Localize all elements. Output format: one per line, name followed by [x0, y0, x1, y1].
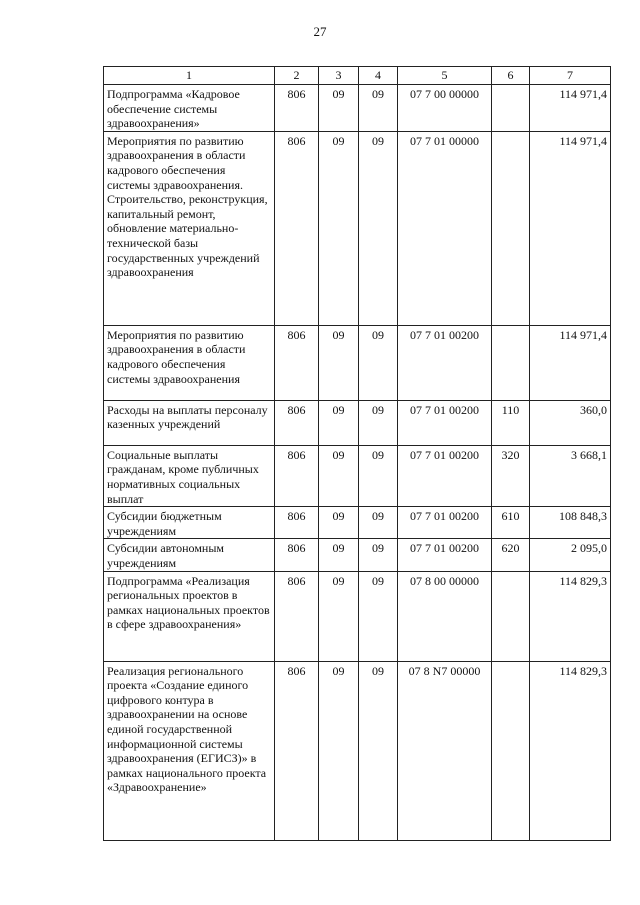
row-csr: 07 8 00 00000: [398, 571, 492, 661]
table-row: [104, 445, 611, 506]
row-vr: [492, 661, 530, 840]
row-pr: 09: [359, 571, 398, 661]
row-ved: 806: [275, 539, 319, 571]
row-pr: 09: [359, 539, 398, 571]
column-header: 2: [275, 67, 319, 85]
table-row: [104, 507, 611, 539]
row-sum: 114 829,3: [530, 571, 611, 661]
column-header: 5: [398, 67, 492, 85]
row-vr: 110: [492, 400, 530, 445]
column-header: 3: [319, 67, 359, 85]
column-header: 4: [359, 67, 398, 85]
row-vr: [492, 571, 530, 661]
row-ved: 806: [275, 325, 319, 400]
row-rz: 09: [319, 507, 359, 539]
row-pr: 09: [359, 445, 398, 506]
row-csr: 07 7 00 00000: [398, 85, 492, 132]
row-vr: 320: [492, 445, 530, 506]
row-sum: 114 971,4: [530, 131, 611, 325]
row-ved: 806: [275, 445, 319, 506]
row-ved: 806: [275, 661, 319, 840]
row-ved: 806: [275, 400, 319, 445]
row-pr: 09: [359, 400, 398, 445]
row-sum: 2 095,0: [530, 539, 611, 571]
row-sum: 108 848,3: [530, 507, 611, 539]
row-rz: 09: [319, 661, 359, 840]
row-vr: 620: [492, 539, 530, 571]
column-header: 1: [104, 67, 275, 85]
table-row: [104, 131, 611, 325]
table-row: [104, 400, 611, 445]
row-csr: 07 7 01 00200: [398, 539, 492, 571]
table-row: [104, 539, 611, 571]
row-name: Социальные выплаты гражданам, кроме публичных нормативных социальных выплат: [104, 445, 275, 506]
row-sum: 3 668,1: [530, 445, 611, 506]
row-rz: 09: [319, 445, 359, 506]
table-row: [104, 85, 611, 132]
row-sum: 114 971,4: [530, 85, 611, 132]
row-pr: 09: [359, 131, 398, 325]
row-rz: 09: [319, 400, 359, 445]
column-header: 6: [492, 67, 530, 85]
row-rz: 09: [319, 571, 359, 661]
row-pr: 09: [359, 661, 398, 840]
row-ved: 806: [275, 571, 319, 661]
row-sum: 360,0: [530, 400, 611, 445]
row-csr: 07 8 N7 00000: [398, 661, 492, 840]
row-csr: 07 7 01 00200: [398, 507, 492, 539]
row-vr: [492, 325, 530, 400]
row-name: Субсидии бюджетным учреждениям: [104, 507, 275, 539]
column-header: 7: [530, 67, 611, 85]
row-rz: 09: [319, 85, 359, 132]
row-name: Реализация регионального проекта «Создание единого цифрового контура в здравоохранении на основе единой государственной информационной системы здравоохранения (ЕГИСЗ)» в рамках национального проекта «Здравоохранение»: [104, 661, 275, 840]
row-csr: 07 7 01 00200: [398, 445, 492, 506]
row-rz: 09: [319, 539, 359, 571]
row-name: Расходы на выплаты персоналу казенных учреждений: [104, 400, 275, 445]
row-name: Подпрограмма «Кадровое обеспечение системы здравоохранения»: [104, 85, 275, 132]
row-pr: 09: [359, 85, 398, 132]
row-csr: 07 7 01 00200: [398, 325, 492, 400]
row-pr: 09: [359, 325, 398, 400]
row-name: Мероприятия по развитию здравоохранения в области кадрового обеспечения системы здравоохранения: [104, 325, 275, 400]
row-name: Подпрограмма «Реализация региональных проектов в рамках национальных проектов в сфере здравоохранения»: [104, 571, 275, 661]
table-row: [104, 571, 611, 661]
row-ved: 806: [275, 507, 319, 539]
row-sum: 114 971,4: [530, 325, 611, 400]
row-vr: 610: [492, 507, 530, 539]
row-vr: [492, 131, 530, 325]
row-vr: [492, 85, 530, 132]
table-row: [104, 661, 611, 840]
row-rz: 09: [319, 131, 359, 325]
row-rz: 09: [319, 325, 359, 400]
row-ved: 806: [275, 131, 319, 325]
row-ved: 806: [275, 85, 319, 132]
row-csr: 07 7 01 00200: [398, 400, 492, 445]
row-name: Субсидии автономным учреждениям: [104, 539, 275, 571]
row-name: Мероприятия по развитию здравоохранения в области кадрового обеспечения системы здравоохранения. Строительство, реконструкция, капитальный ремонт, обновление материально-технической базы государственных учреждений здравоохранения: [104, 131, 275, 325]
table-row: [104, 325, 611, 400]
page-number: 27: [313, 24, 327, 39]
budget-table: [103, 66, 611, 841]
row-sum: 114 829,3: [530, 661, 611, 840]
table-header-row: [104, 67, 611, 85]
row-pr: 09: [359, 507, 398, 539]
row-csr: 07 7 01 00000: [398, 131, 492, 325]
